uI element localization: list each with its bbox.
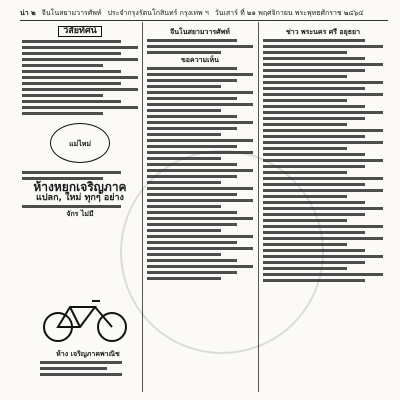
- column-middle: [147, 26, 253, 396]
- text-line: [263, 39, 365, 42]
- text-line: [22, 205, 121, 208]
- text-line: [22, 112, 103, 115]
- text-line: [147, 133, 221, 136]
- text-line: [263, 99, 347, 102]
- page-header: [20, 6, 388, 20]
- text-line: [263, 141, 383, 144]
- text-line: [263, 255, 383, 258]
- text-line: [263, 69, 365, 72]
- text-line: [263, 129, 383, 132]
- column-title: วิสัยทัศน์: [58, 26, 102, 37]
- text-line: [147, 97, 237, 100]
- text-line: [147, 271, 237, 274]
- text-line: [147, 241, 237, 244]
- middle-section-title: ขอความเห็น: [181, 56, 219, 64]
- bike-label: จักร ไม่มี: [66, 210, 94, 218]
- text-line: [263, 213, 365, 216]
- text-line: [22, 100, 121, 103]
- shop-name: ห้าง เจริญภาคพาณิช: [56, 350, 120, 358]
- text-line: [147, 169, 253, 172]
- text-line: [263, 165, 365, 168]
- text-line: [263, 159, 383, 162]
- text-line: [263, 267, 347, 270]
- text-line: [263, 87, 365, 90]
- bicycle-illustration: [40, 295, 130, 345]
- text-line: [147, 229, 221, 232]
- text-line: [147, 157, 221, 160]
- text-line: [263, 249, 365, 252]
- advert-headline: ห้างหยกเจริญภาค: [33, 180, 127, 194]
- left-bottom: [40, 348, 136, 388]
- text-line: [263, 225, 383, 228]
- text-line: [147, 277, 221, 280]
- text-line: [147, 139, 253, 142]
- text-line: [147, 85, 221, 88]
- issue-date: วันเสาร์ ที่ ๒๑ พฤศจิกายน พระพุทธศักราช ๒๔๖๔: [214, 8, 364, 17]
- text-line: [263, 171, 347, 174]
- text-line: [263, 219, 347, 222]
- text-line: [22, 52, 121, 55]
- text-line: [147, 193, 237, 196]
- text-line: [263, 111, 383, 114]
- text-line: [147, 91, 253, 94]
- page-number: น่า ๒: [20, 8, 36, 17]
- text-line: [40, 367, 107, 370]
- text-line: [22, 106, 138, 109]
- text-line: [263, 105, 365, 108]
- text-line: [147, 79, 237, 82]
- text-line: [147, 259, 237, 262]
- text-line: [147, 175, 237, 178]
- text-line: [147, 51, 221, 54]
- text-line: [147, 121, 253, 124]
- column-right: [263, 26, 383, 396]
- text-line: [22, 58, 138, 61]
- text-line: [263, 237, 383, 240]
- text-line: [22, 40, 121, 43]
- text-line: [147, 67, 237, 70]
- text-line: [263, 207, 383, 210]
- text-line: [147, 181, 221, 184]
- right-title: ช่าว พระนคร ศรี อยุธยา: [285, 28, 361, 36]
- text-line: [147, 247, 253, 250]
- advert-oval-text: แม่ไหม่: [69, 138, 91, 148]
- text-line: [263, 201, 365, 204]
- text-line: [147, 217, 253, 220]
- text-line: [147, 39, 237, 42]
- text-line: [147, 265, 253, 268]
- advert-line: แปลก, ใหม่ ทุกๆ อย่าง: [36, 193, 124, 203]
- text-line: [147, 205, 221, 208]
- advert-oval: [50, 123, 110, 163]
- text-line: [147, 151, 253, 154]
- text-line: [22, 171, 121, 174]
- text-line: [22, 76, 138, 79]
- text-line: [147, 45, 253, 48]
- text-line: [263, 279, 365, 282]
- text-line: [147, 115, 237, 118]
- text-line: [263, 273, 383, 276]
- text-line: [22, 94, 103, 97]
- text-line: [147, 253, 221, 256]
- text-line: [22, 88, 138, 91]
- text-line: [147, 109, 221, 112]
- paper-subtitle: ประจำกรุงรัตนโกสินทร์ กรุงเทพ ฯ: [107, 8, 209, 17]
- text-line: [263, 51, 347, 54]
- text-line: [40, 373, 122, 376]
- text-line: [147, 127, 237, 130]
- text-line: [263, 183, 365, 186]
- text-line: [263, 123, 347, 126]
- text-line: [263, 63, 383, 66]
- text-line: [40, 361, 122, 364]
- paper-name: จีนโนสยามวารศัพท์: [41, 8, 102, 17]
- text-line: [263, 177, 383, 180]
- text-line: [263, 93, 383, 96]
- text-line: [147, 73, 253, 76]
- text-line: [147, 199, 253, 202]
- text-line: [147, 223, 237, 226]
- text-line: [263, 117, 365, 120]
- text-line: [22, 64, 103, 67]
- text-line: [263, 243, 347, 246]
- text-line: [147, 145, 237, 148]
- text-line: [147, 211, 237, 214]
- text-line: [263, 147, 347, 150]
- text-line: [263, 45, 383, 48]
- text-line: [147, 163, 237, 166]
- text-line: [147, 103, 253, 106]
- text-line: [147, 187, 253, 190]
- text-line: [22, 82, 121, 85]
- middle-title: จีนโนสยามวารศัพท์: [170, 28, 230, 36]
- text-line: [263, 81, 383, 84]
- text-line: [263, 231, 365, 234]
- text-line: [263, 57, 365, 60]
- text-line: [263, 135, 365, 138]
- text-line: [263, 75, 347, 78]
- text-line: [22, 177, 103, 180]
- text-line: [263, 153, 365, 156]
- text-line: [263, 195, 347, 198]
- text-line: [263, 261, 365, 264]
- header-rule: [20, 20, 388, 21]
- text-line: [147, 235, 253, 238]
- text-line: [263, 189, 383, 192]
- text-line: [22, 70, 121, 73]
- bike-frame: [58, 301, 112, 327]
- text-line: [22, 46, 138, 49]
